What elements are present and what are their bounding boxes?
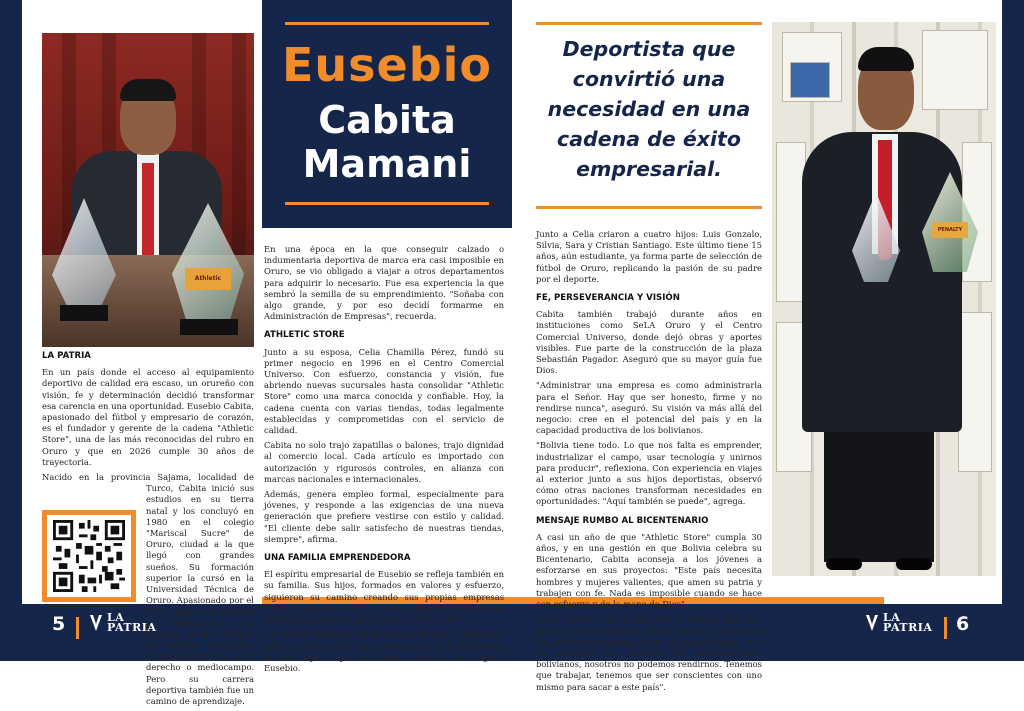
logo-text-line1: LA	[883, 611, 901, 624]
dateline: LA PATRIA	[42, 351, 91, 361]
page-title-last-names	[262, 98, 512, 186]
paragraph: Además, genera empleo formal, especialmente para jóvenes, y responde a las exigencias de una nueva generación que prefiere vestirse con estilo y calidad. "El cliente debe salir satisfecho de nuestras tiendas, siempre", afirma.	[264, 489, 504, 544]
paragraph: "Administrar una empresa es como administrarla para el Señor. Hay que ser honesto, firme y no rendirse nunca", aseguró. Su visión va más allá del negocio: cree en el potencial del país y en la capacidad productiva de los bolivianos.	[536, 380, 762, 436]
headline: Deportista que convirtió una necesidad en una cadena de éxito empresarial.	[547, 37, 751, 181]
logo-text-line1: LA	[107, 611, 125, 624]
section-heading: UNA FAMILIA EMPRENDEDORA	[264, 553, 411, 564]
paragraph: En un país donde el acceso al equipamiento deportivo de calidad era escaso, un orureño con visión, fe y determinación decidió transformar esa carencia en una oportunidad. Eusebio Cabita, apasionado del fútbol y empresario de corazón, es el fundador y gerente de la cadena "Athletic Store", una de las más reconocidas del rubro en Oruro y que en 2026 cumple 30 años de trayectoria.	[42, 367, 254, 467]
la-patria-logo-left[interactable]	[88, 613, 156, 633]
headline-top-rule	[536, 22, 762, 25]
paragraph: En el contexto actual que vive el Estado, marcado por la crisis económica, Cabita sostiene que todos los bolivianos podemos sacar al país adelante, solo es cuestión de ponerse de acuerdo:"Como bolivianos, nosotros no podemos rendirnos. Tenemos que trabajar, tenemos que ser conscientes con uno mismo para sacar a este país".	[536, 614, 762, 692]
trophy-label: Athletic	[185, 268, 231, 290]
footer-divider	[76, 617, 79, 639]
title-top-rule	[285, 22, 489, 25]
qr-code-icon	[52, 520, 126, 592]
title-bottom-rule	[285, 202, 489, 205]
paragraph: Cabita también trabajó durante años en instituciones como SeLA Oruro y el Centro Comercial Universo, donde dejó obras y aportes visibles. Fue parte de la construcción de la plaza Sebastián Pagador. Aseguró que su mayor guía fue Dios.	[536, 309, 762, 376]
last-name-2: Mamani	[302, 142, 472, 186]
paragraph: "Mi mayor prioridad fue mi familia. Rechacé ofertas del exterior para quedarme y acompañar en la formación de mis hijos, aquí en Bolivia", cuenta con orgullo Eusebio.	[264, 629, 504, 673]
article-column-2	[264, 244, 504, 678]
logo-text-line2: PATRIA	[883, 621, 933, 634]
section-heading: ATHLETIC STORE	[264, 330, 345, 341]
footer-divider	[944, 617, 947, 639]
headline-bottom-rule	[536, 206, 762, 209]
page-number-right: 6	[956, 613, 970, 635]
torch-logo-icon	[864, 613, 880, 633]
right-border-bar	[1002, 0, 1024, 661]
portrait-photo-standing	[772, 22, 996, 576]
page-number-left: 5	[52, 613, 66, 635]
section-heading: FE, PERSEVERANCIA Y VISIÓN	[536, 293, 680, 304]
article-column-3	[536, 229, 762, 697]
section-heading: MENSAJE RUMBO AL BICENTENARIO	[536, 515, 709, 526]
paragraph: Junto a Celia criaron a cuatro hijos: Luis Gonzalo, Silvia, Sara y Cristian Santiago. Este último tiene 15 años, aún estudiante, ya forma parte de selección de fútbol de Oruro, replicando la pasión de su padre por el deporte.	[536, 229, 762, 284]
la-patria-logo-right[interactable]	[864, 613, 932, 633]
trophy-label: PENALTY	[932, 222, 968, 238]
paragraph: En una época en la que conseguir calzado o indumentaria deportiva de marca era casi imposible en Oruro, se vio obligado a viajar a otros departamentos para adquirir lo necesario. Fue esa experiencia la que sembró la semilla de su emprendimiento. "Soñaba con algo grande, y por eso decidí formarme en Administración de Empresas", recuerda.	[264, 244, 504, 322]
torch-logo-icon	[88, 613, 104, 633]
logo-text-line2: PATRIA	[107, 621, 157, 634]
portrait-photo-seated	[42, 33, 254, 347]
left-border-bar	[0, 0, 22, 661]
qr-code[interactable]	[42, 510, 136, 602]
paragraph: Nacido en la provincia Sajama, localidad de Turco, Cabita inició sus estudios en su tierra natal y los concluyó en 1980 en el colegio "Mariscal Sucre" de Oruro, ciudad a la que llegó con grandes sueños. Su formación superior la cursó en la Universidad Técnica de Oruro. Apasionado por el fútbol desde los 14 años y "stronguista" de corazón, integró equipos en distintas categorías, siempre como marcador derecho o mediocampo. Pero su carrera deportiva también fue un camino de aprendizaje.	[42, 472, 254, 707]
paragraph: "Bolivia tiene todo. Lo que nos falta es emprender, industrializar el campo, usar tecnología y unirnos para producir", reflexiona. Con experiencia en viajes al exterior junto a sus hijos deportistas, observó cómo otras naciones transforman necesidades en oportunidades. "Aquí también se puede", agrega.	[536, 440, 762, 507]
last-name-1: Cabita	[318, 98, 456, 142]
paragraph: A casi un año de que "Athletic Store" cumpla 30 años, y en una gestión en que Bolivia celebra su Bicentenario, Cabita aconseja a los jóvenes a esforzarse en sus proyectos: "Este país necesita hombres y mujeres valientes, que amen su patria y trabajen con fe. Nada es imposible cuando se hace con esfuerzo y de la mano de Dios".	[536, 531, 762, 610]
paragraph: Cabita no solo trajo zapatillas o balones, trajo dignidad al comercio local. Cada artículo es importado con autorización y rigurosos controles, en alianza con marcas nacionales e internacionales.	[264, 440, 504, 484]
paragraph: El espíritu empresarial de Eusebio se refleja también en su familia. Sus hijos, formados en valores y esfuerzo, siguieron su camino creando sus propias empresas como "Comfort Sport", "Zona Infantil", entre otras tiendas relacionadas al rubro de "Athletic Store".	[264, 569, 504, 625]
page-title-first-name: Eusebio	[281, 38, 493, 92]
paragraph: Junto a su esposa, Celia Chamilla Pérez, fundó su primer negocio en 1996 en el Centro Comercial Universo. Con esfuerzo, constancia y visión, fue abriendo nuevas sucursales hasta consolidar "Athletic Store" como una marca conocida y confiable. Hoy, la cadena cuenta con varias tiendas, todas legalmente establecidas y comprometidas con el servicio de calidad.	[264, 346, 504, 436]
